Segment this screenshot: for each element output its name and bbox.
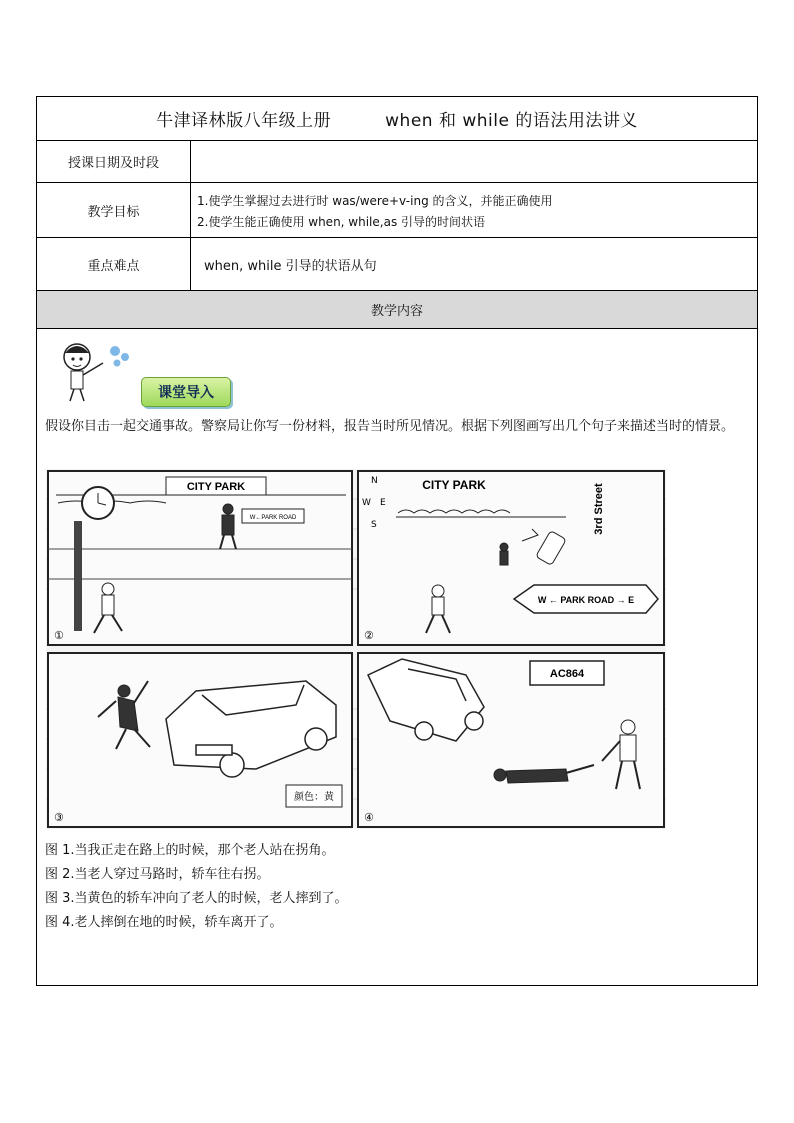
caption-3: 图 3.当黄色的轿车冲向了老人的时候，老人摔到了。 bbox=[45, 891, 348, 906]
panel-4-number: ④ bbox=[364, 811, 374, 824]
panel-3-number: ③ bbox=[54, 811, 64, 824]
goal-line-2: 2.使学生能正确使用 when, while,as 引导的时间状语 bbox=[197, 215, 486, 229]
traffic-accident-comic bbox=[46, 469, 666, 829]
content-header: 教学内容 bbox=[37, 291, 757, 329]
key-value bbox=[191, 238, 757, 290]
street-sign-text: 3rd Street bbox=[593, 483, 605, 535]
compass-w: W bbox=[362, 498, 371, 508]
caption-2: 图 2.当老人穿过马路时，轿车往右拐。 bbox=[45, 867, 270, 882]
date-label: 授课日期及时段 bbox=[37, 141, 191, 182]
title-left: 牛津译林版八年级上册 bbox=[156, 111, 332, 131]
caption-1: 图 1.当我正走在路上的时候，那个老人站在拐角。 bbox=[45, 843, 335, 858]
teacher-mascot-icon bbox=[55, 337, 135, 407]
goal-line-1: 1.使学生掌握过去进行时 was/were+v-ing 的含义，并能正确使用 bbox=[197, 194, 553, 208]
intro-banner: 课堂导入 bbox=[141, 377, 231, 407]
goal-row bbox=[37, 183, 757, 238]
compass-n: N bbox=[371, 476, 378, 486]
caption-4: 图 4.老人摔倒在地的时候，轿车离开了。 bbox=[45, 915, 283, 930]
park-sign-2-text: CITY PARK bbox=[422, 478, 486, 492]
title-right: when 和 while 的语法用法讲义 bbox=[385, 111, 638, 131]
content-body bbox=[37, 329, 757, 985]
key-label: 重点难点 bbox=[37, 238, 191, 290]
key-text: when, while 引导的状语从句 bbox=[204, 258, 377, 274]
road-sign-text: W ← PARK ROAD → E bbox=[537, 595, 635, 605]
intro-paragraph: 假设你目击一起交通事故。警察局让你写一份材料，报告当时所见情况。根据下列图画写出几个句子来描述当时的情景。 bbox=[45, 419, 735, 434]
date-value bbox=[191, 141, 757, 182]
title-row bbox=[37, 97, 757, 141]
compass-s: S bbox=[371, 520, 377, 530]
small-road-sign-text: W←PARK ROAD bbox=[249, 515, 297, 521]
goal-label: 教学目标 bbox=[37, 183, 191, 237]
compass-e: E bbox=[380, 498, 386, 508]
park-sign-text: CITY PARK bbox=[186, 481, 246, 493]
caption-list bbox=[45, 839, 348, 935]
panel-1-number: ① bbox=[54, 629, 64, 642]
plate-label: AC864 bbox=[549, 668, 585, 680]
panel-2-number: ② bbox=[364, 629, 374, 642]
color-label: 颜色：黄 bbox=[294, 792, 334, 803]
goal-value bbox=[191, 183, 757, 237]
date-row bbox=[37, 141, 757, 183]
lesson-table bbox=[36, 96, 758, 986]
key-row bbox=[37, 238, 757, 291]
panel-2 bbox=[358, 471, 664, 645]
old-man-crossing-icon bbox=[500, 543, 508, 565]
